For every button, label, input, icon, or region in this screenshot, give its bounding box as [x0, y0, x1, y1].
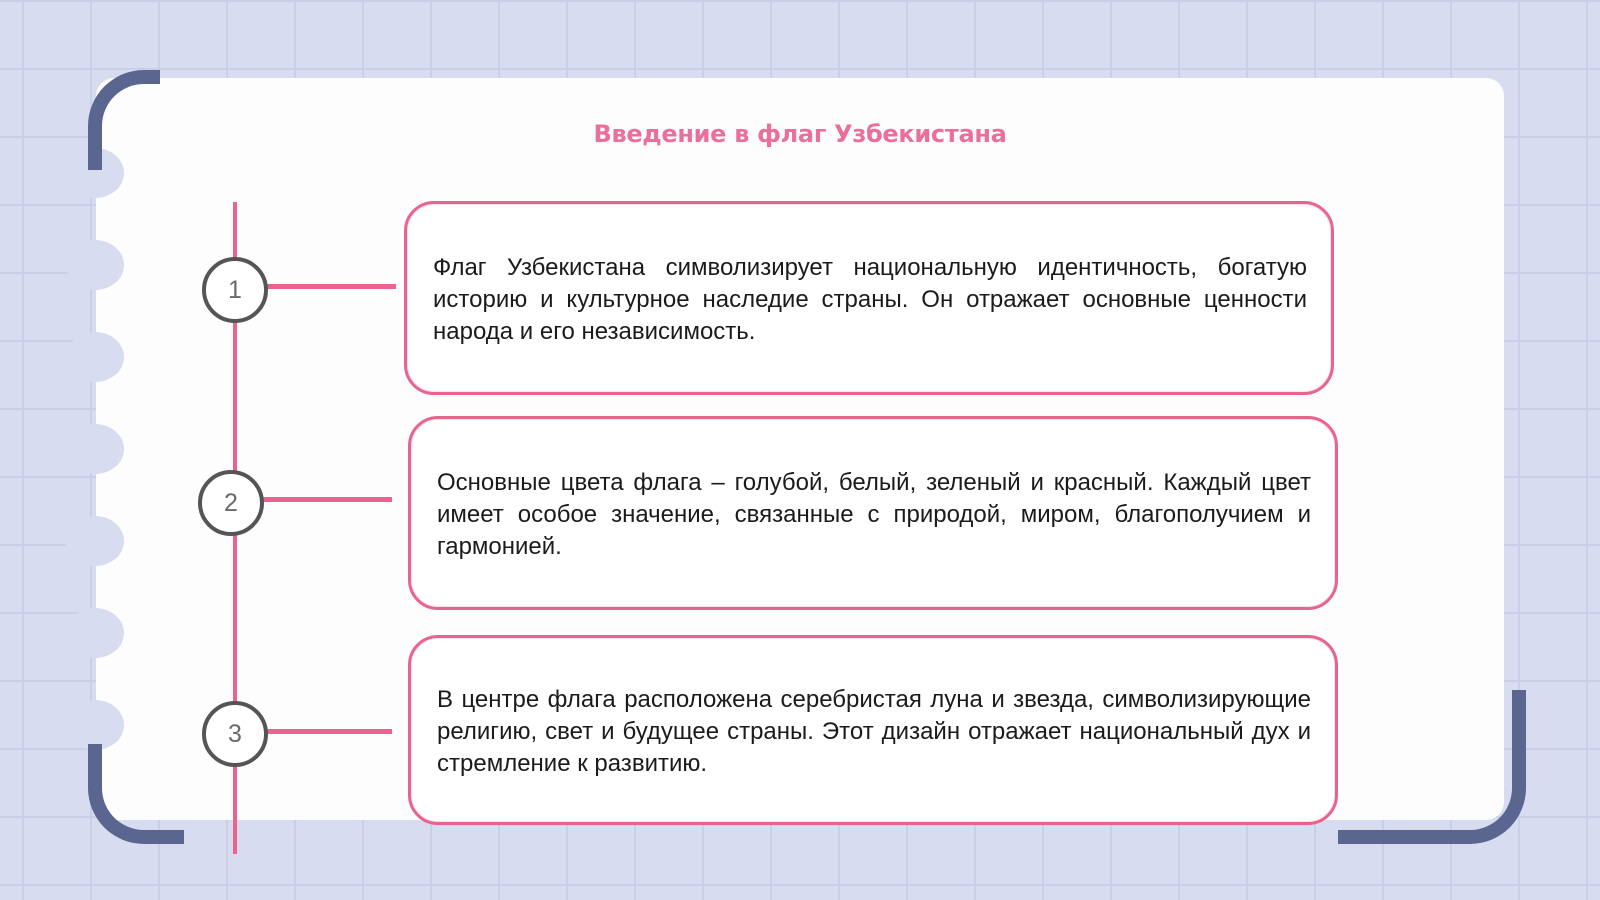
step-description: В центре флага расположена серебристая луна и звезда, символизирующие религию, свет и будущее страны. Этот дизайн отражает национальный дух и стремление к развитию. [437, 686, 1311, 777]
timeline-connector [266, 729, 392, 734]
step-card [408, 416, 1338, 610]
slide-title: Введение в флаг Узбекистана [593, 120, 1007, 148]
scallop-edge [66, 240, 124, 290]
timeline-connector [266, 284, 396, 289]
scallop-edge [66, 516, 124, 566]
frame-corner-bottom-left [88, 744, 184, 844]
timeline-connector [262, 497, 392, 502]
step-number-badge: 2 [198, 470, 264, 536]
scallop-edge [66, 608, 124, 658]
step-card [408, 635, 1338, 825]
step-description: Флаг Узбекистана символизирует национальную идентичность, богатую историю и культурное наследие страны. Он отражает основные ценности народа и его независимость. [433, 254, 1307, 345]
step-card [404, 201, 1334, 395]
scallop-edge [66, 332, 124, 382]
scallop-edge [66, 700, 124, 750]
step-number-badge: 3 [202, 701, 268, 767]
frame-corner-bottom-right [1338, 690, 1526, 844]
step-number-badge: 1 [202, 257, 268, 323]
step-description: Основные цвета флага – голубой, белый, зеленый и красный. Каждый цвет имеет особое значение, связанные с природой, миром, благополучием и гармонией. [437, 469, 1311, 560]
scallop-edge [66, 424, 124, 474]
